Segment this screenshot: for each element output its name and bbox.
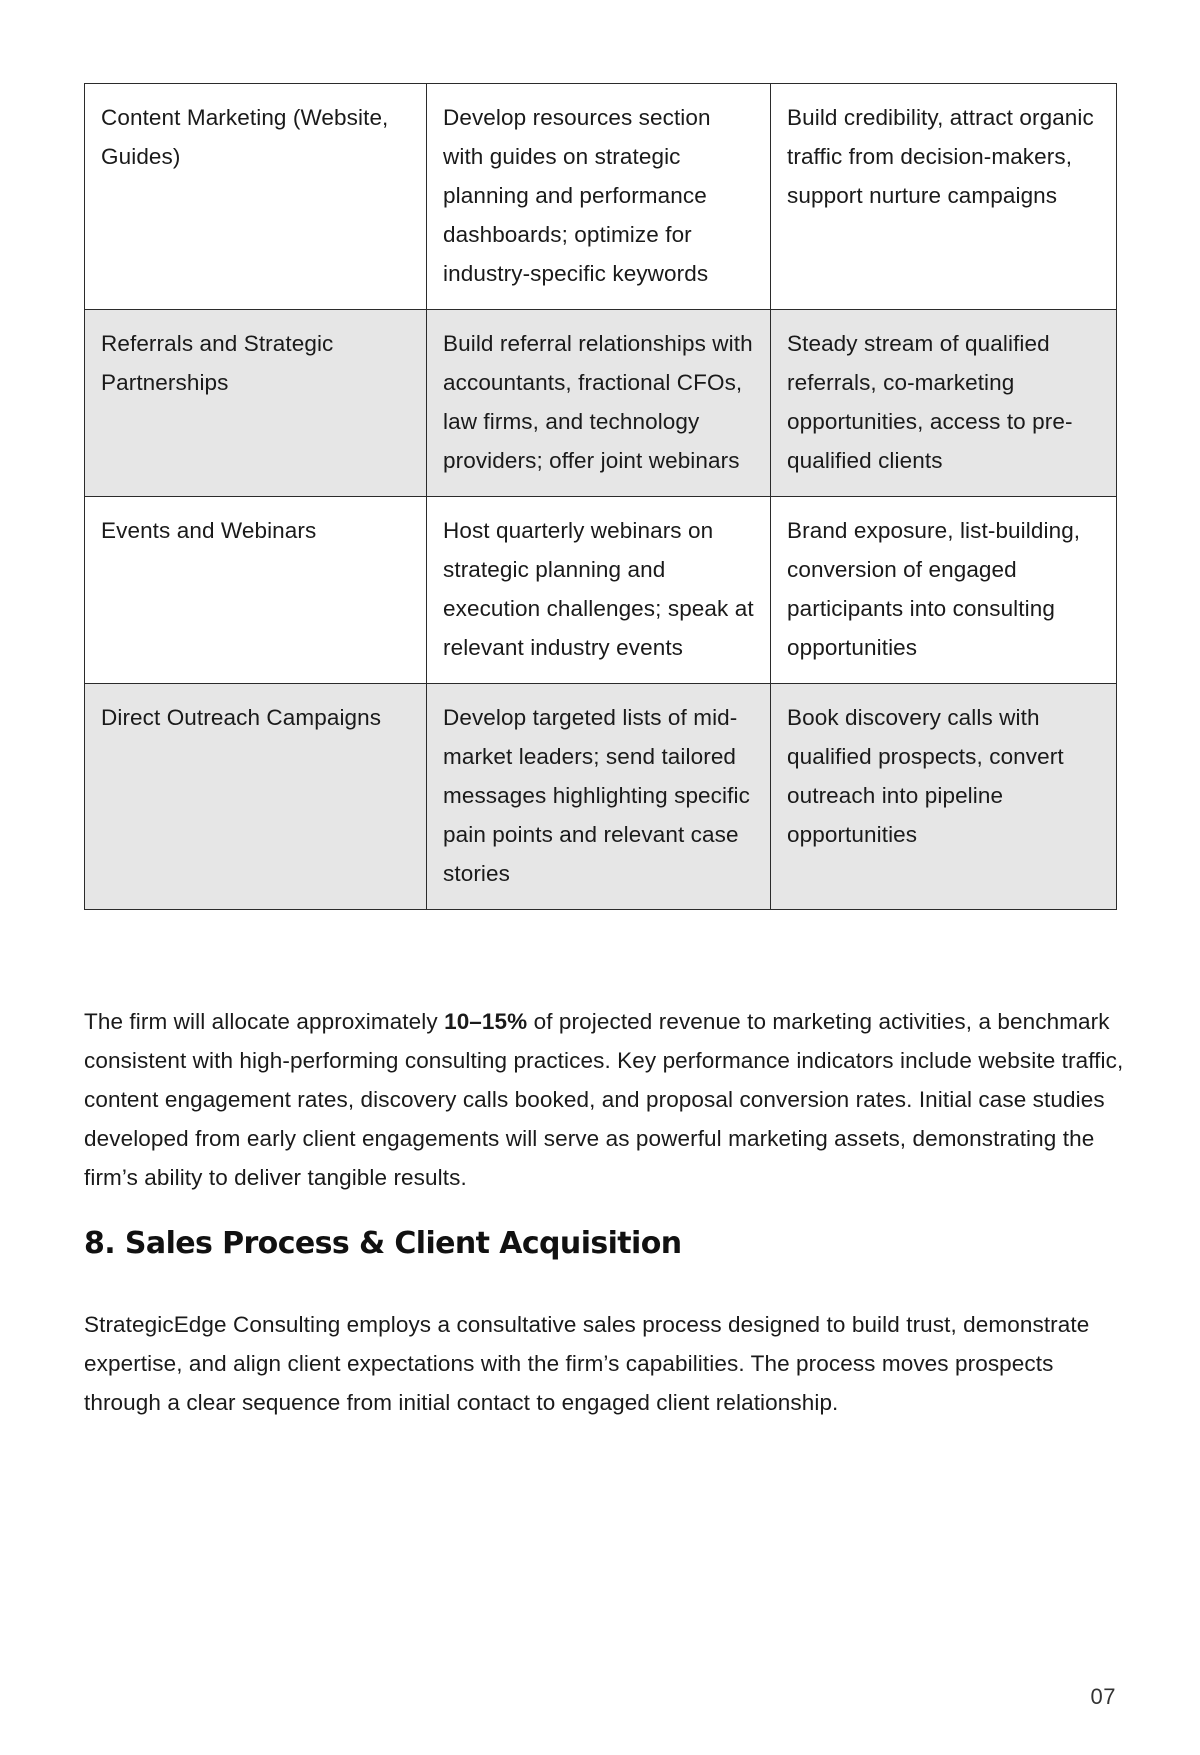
budget-text-before: The firm will allocate approximately bbox=[84, 1009, 445, 1034]
tactics-cell: Develop resources section with guides on strategic planning and performance dashboards; optimize for industry-specific keywords bbox=[427, 84, 771, 310]
channel-cell: Events and Webinars bbox=[85, 497, 427, 684]
outcomes-cell: Build credibility, attract organic traffic from decision-makers, support nurture campaigns bbox=[771, 84, 1117, 310]
table-row bbox=[85, 497, 1117, 684]
outcomes-cell: Book discovery calls with qualified prospects, convert outreach into pipeline opportunities bbox=[771, 684, 1117, 910]
tactics-cell: Develop targeted lists of mid-market leaders; send tailored messages highlighting specific pain points and relevant case stories bbox=[427, 684, 771, 910]
marketing-channels-table bbox=[84, 83, 1117, 910]
channel-cell: Content Marketing (Website, Guides) bbox=[85, 84, 427, 310]
table-row bbox=[85, 84, 1117, 310]
budget-percentage: 10–15% bbox=[444, 1009, 528, 1034]
page-number: 07 bbox=[1090, 1684, 1116, 1709]
outcomes-cell: Steady stream of qualified referrals, co-marketing opportunities, access to pre-qualified clients bbox=[771, 310, 1117, 497]
marketing-budget-paragraph bbox=[84, 1002, 1124, 1197]
marketing-channels-table-wrapper bbox=[84, 83, 1116, 910]
sales-process-intro-paragraph: StrategicEdge Consulting employs a consultative sales process designed to build trust, demonstrate expertise, and align client expectations with the firm’s capabilities. The process moves prospects through a clear sequence from initial contact to engaged client relationship. bbox=[84, 1312, 1090, 1415]
channel-cell: Referrals and Strategic Partnerships bbox=[85, 310, 427, 497]
channel-cell: Direct Outreach Campaigns bbox=[85, 684, 427, 910]
section-heading: 8. Sales Process & Client Acquisition bbox=[84, 1226, 682, 1261]
tactics-cell: Host quarterly webinars on strategic planning and execution challenges; speak at relevant industry events bbox=[427, 497, 771, 684]
table-row bbox=[85, 310, 1117, 497]
table-row bbox=[85, 684, 1117, 910]
tactics-cell: Build referral relationships with accountants, fractional CFOs, law firms, and technology providers; offer joint webinars bbox=[427, 310, 771, 497]
outcomes-cell: Brand exposure, list-building, conversion of engaged participants into consulting opportunities bbox=[771, 497, 1117, 684]
budget-text-after: of projected revenue to marketing activities, a benchmark consistent with high-performing consulting practices. Key performance indicators include website traffic, content engagement rates, discovery calls booked, and proposal conversion rates. Initial case studies developed from early client engagements will serve as powerful marketing assets, demonstrating the firm’s ability to deliver tangible results. bbox=[84, 1009, 1124, 1190]
